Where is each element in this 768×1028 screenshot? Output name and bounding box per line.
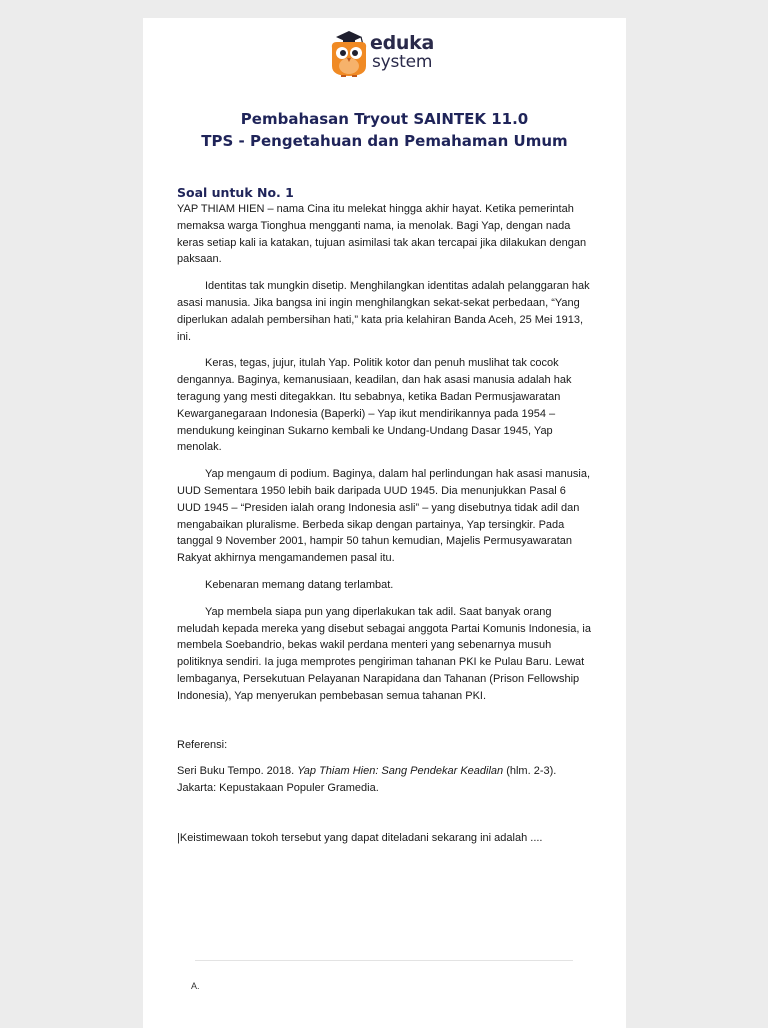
logo-text-system: system (372, 52, 433, 72)
reference-book-title: Yap Thiam Hien: Sang Pendekar Keadilan (297, 765, 504, 778)
reference-prefix: Seri Buku Tempo. 2018. (177, 765, 298, 778)
paragraph-1: YAP THIAM HIEN – nama Cina itu melekat hingga akhir hayat. Ketika pemerintah memaksa warga Tionghua mengganti nama, ia menolak. Bagi Yap, dengan nada keras setiap kali ia katakan, tujuan asimilasi tak akan tercapai jika dilakukan dengan paksaan. (177, 203, 587, 266)
reference-citation (177, 763, 591, 797)
owl-mascot-icon (326, 28, 372, 78)
document-page (143, 18, 626, 1028)
reference-suffix: (hlm. 2-3). Jakarta: Kepustakaan Populer Gramedia. (177, 765, 557, 795)
document-title-block (143, 108, 626, 152)
reference-label: Referensi: (177, 738, 228, 751)
eduka-logo (326, 28, 446, 78)
paragraph-2: Identitas tak mungkin disetip. Menghilangkan identitas adalah pelanggaran hak asasi manusia. Jika bangsa ini ingin menghilangkan sekat-sekat perbedaan, “Yang diperlukan adalah pembersihan hati,” kata pria kelahiran Banda Aceh, 25 Mei 1913, ini. (177, 280, 590, 343)
document-title: Pembahasan Tryout SAINTEK 11.0 (240, 110, 529, 128)
option-a-label[interactable]: A. (191, 981, 200, 991)
section-heading: Soal untuk No. 1 (177, 185, 294, 200)
question-content (177, 184, 591, 857)
document-subtitle: TPS - Pengetahuan dan Pemahaman Umum (201, 132, 568, 150)
paragraph-3: Keras, tegas, jujur, itulah Yap. Politik kotor dan penuh muslihat tak cocok dengannya. Baginya, kemanusiaan, keadilan, dan hak asasi manusia adalah hak teragung yang mesti ditegakkan. Itu sebabnya, ketika Badan Permusjawaratan Kewarganegaraan Indonesia (Baperki) – Yap ikut mendirikannya pada 1954 – mendukung keinginan Sukarno kembali ke Undang-Undang Dasar 1945, Yap menolak. (177, 357, 572, 454)
logo-text-eduka: eduka (370, 32, 434, 54)
divider (195, 960, 573, 961)
question-prompt: |Keistimewaan tokoh tersebut yang dapat diteladani sekarang ini adalah .... (177, 831, 543, 844)
paragraph-6: Yap membela siapa pun yang diperlakukan tak adil. Saat banyak orang meludah kepada mereka yang disebut sebagai anggota Partai Komunis Indonesia, ia membela Soebandrio, bekas wakil perdana menteri yang sebenarnya musuh politiknya sendiri. Ia juga memprotes pengiriman tahanan PKI ke Pulau Baru. Lewat lembaganya, Persekutuan Pelayanan Narapidana dan Tahanan (Prison Fellowship Indonesia), Yap menyerukan pembebasan semua tahanan PKI. (177, 605, 591, 702)
paragraph-4: Yap mengaum di podium. Baginya, dalam hal perlindungan hak asasi manusia, UUD Sementara 1950 lebih baik daripada UUD 1945. Dia menunjukkan Pasal 6 UUD 1945 – “Presiden ialah orang Indonesia asli” – yang disebutnya tidak adil dan mengabaikan pluralisme. Berbeda sikap dengan partainya, Yap tersingkir. Pada tanggal 9 November 2001, hampir 50 tahun kemudian, Majelis Permusyawaratan Rakyat akhirnya mengamandemen pasal itu. (177, 468, 591, 565)
paragraph-5: Kebenaran memang datang terlambat. (205, 578, 394, 591)
